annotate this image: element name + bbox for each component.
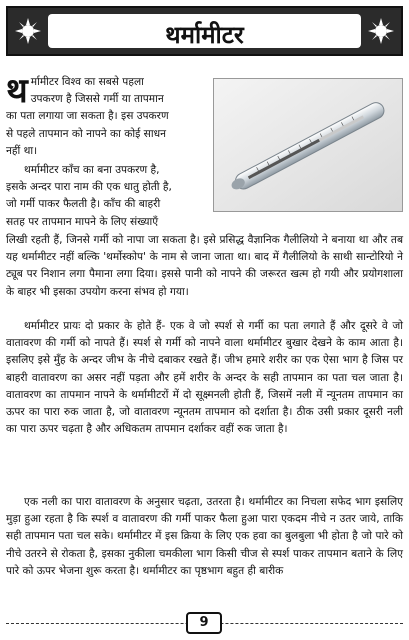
text-line: सतह पर तापमान मापने के लिए संख्याएँ xyxy=(6,215,159,228)
text-line: उपकरण है जिससे गर्मी या तापमान xyxy=(30,93,164,106)
paragraph-2-full: लिखी रहती हैं, जिनसे गर्मी को नापा जा सकता है। इसे प्रसिद्ध वैज्ञानिक गैलीलियो ने बनाया था और तब यह थर्मामीटर नहीं बल्कि 'थर्मोस्कोप' के नाम से जाना जाता था। बाद में गैलीलियो के साथी सान्टोरियो ने ट्यूब पर निशान लगा पैमाना लगा दिया। इससे पानी को नापने की जरूरत खत्म हो गयी और प्रयोगशाला के बाहर भी इसका उपयोग करना संभव हो गया। xyxy=(6,234,403,298)
page-title: थर्मामीटर xyxy=(165,21,244,49)
paragraph-4: एक नली का पारा वातावरण के अनुसार चढ़ता, उतरता है। थर्मामीटर का निचला सफेद भाग इसलिए मुड़ा हुआ रहता है कि स्पर्श व वातावरण की गर्मी पाकर फैला हुआ पारा एकदम नीचे न उतर जाये, ताकि सही तापमान पता चल सके। थर्मामीटर में इस क्रिया के लिए एक हवा का बुलबुला भी होता है जो पारे को नीचे उतरने से रोकता है, इसका नुकीला चमकीला भाग किसी चीज से स्पर्श पाकर तापमान बताने के लिए पारे को ऊपर भेजना शुरू करता है। थर्मामीटर का पृष्ठभाग बहुत ही बारीक xyxy=(6,496,403,577)
drop-cap: थ xyxy=(6,71,28,111)
text-line: का पता लगाया जा सकता है। इस उपकरण xyxy=(6,110,169,123)
text-line: थर्मामीटर काँच का बना उपकरण है, xyxy=(24,164,160,176)
sun-icon xyxy=(368,18,394,44)
text-line: से पहले तापमान को नापने का कोई साधन xyxy=(6,127,166,140)
text-line: र्मामीटर विश्व का सबसे पहला xyxy=(30,76,144,88)
text-line: नहीं था। xyxy=(6,144,38,157)
text-line: जो गर्मी पाकर फैलती है। काँच की बाहरी xyxy=(6,198,161,211)
thermometer-illustration xyxy=(214,79,402,211)
title-banner xyxy=(6,6,403,56)
page-number: 9 xyxy=(186,612,222,634)
thermometer-photo xyxy=(213,78,403,212)
paragraph-3: थर्मामीटर प्रायः दो प्रकार के होते हैं- एक वे जो स्पर्श से गर्मी का पता लगाते हैं और दूसरे वे जो वातावरण की गर्मी को नापते हैं। स्पर्श से गर्मी को नापने वाला थर्मामीटर बुखार देखने के काम आता है। इसलिए इसे मुँह के अन्दर जीभ के नीचे दबाकर रखते हैं। जीभ हमारे शरीर का एक ऐसा भाग है जिस पर बाहरी वातावरण का असर नहीं पड़ता और हमें शरीर के अन्दर के सही तापमान का पता चल जाता है। वातावरण का तापमान नापने के थर्मामीटरों में दो सूक्ष्मनली होती हैं, जिसमें नली में न्यूनतम तापमान का ऊपर का पारा रुक जाता है, जो वातावरण न्यूनतम तापमान को दर्शाता है। ठीक उसी प्रकार दूसरी नली का पारा ऊपर चढ़ता है और अधिकतम तापमान दर्शाकर वहीं रुक जाता है। xyxy=(6,320,403,436)
text-line: इसके अन्दर पारा नाम की एक धातु होती है, xyxy=(6,181,172,194)
paragraph-2-narrow xyxy=(6,162,208,231)
intro-paragraph xyxy=(6,71,208,160)
